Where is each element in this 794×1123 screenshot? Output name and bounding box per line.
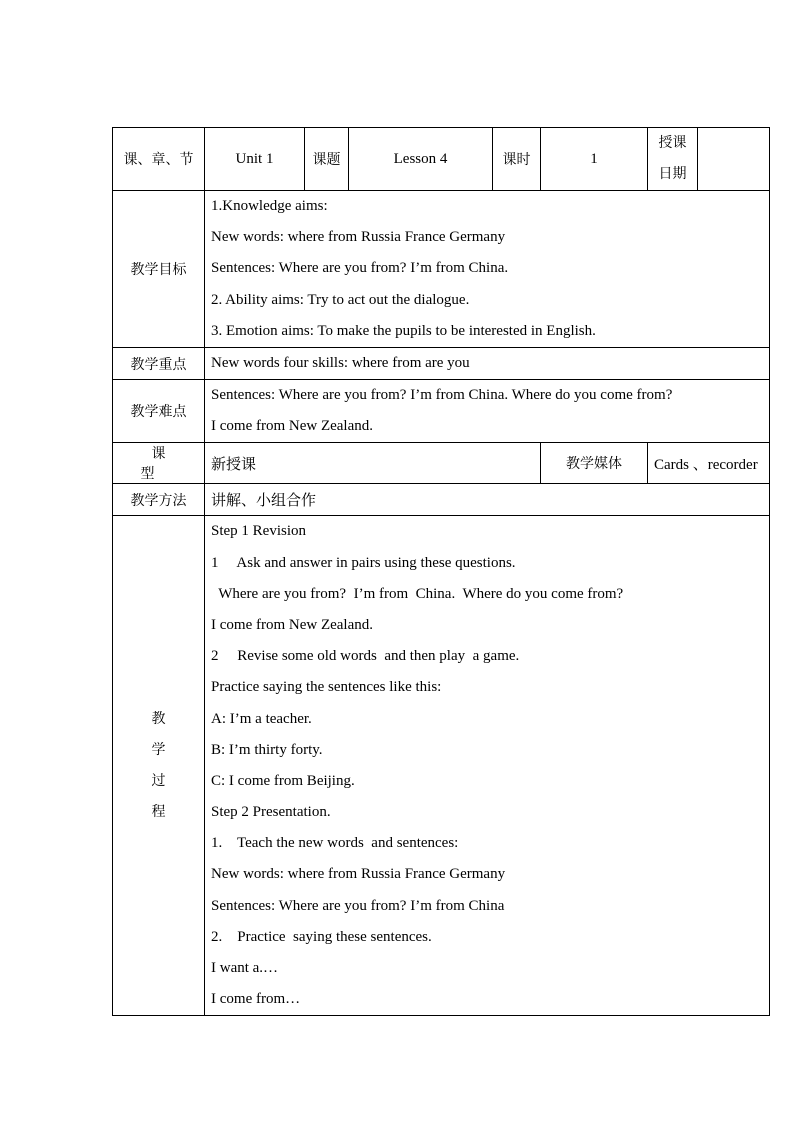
topic-value: Lesson 4	[349, 128, 493, 191]
objectives-line: 3. Emotion aims: To make the pupils to be interested in English.	[211, 322, 596, 339]
process-line: C: I come from Beijing.	[211, 772, 355, 789]
process-label-char: 过	[151, 772, 166, 789]
key-points-row	[113, 348, 770, 380]
header-row	[113, 128, 770, 191]
methods-row	[113, 484, 770, 516]
process-line: 1 Ask and answer in pairs using these questions.	[211, 554, 516, 571]
objectives-line: 2. Ability aims: Try to act out the dialogue.	[211, 291, 470, 308]
date-label-line-1: 授课	[658, 135, 687, 151]
methods-value: 讲解、小组合作	[205, 484, 770, 516]
process-line: I want a.…	[211, 960, 279, 976]
process-label	[113, 516, 205, 1016]
process-line: 2. Practice saying these sentences.	[211, 928, 432, 945]
objectives-row	[113, 191, 770, 348]
process-line: I come from…	[211, 991, 301, 1008]
process-line: Sentences: Where are you from? I’m from China	[211, 897, 505, 914]
lesson-type-row	[113, 443, 770, 484]
process-line: 1. Teach the new words and sentences:	[211, 835, 459, 852]
date-label	[648, 128, 698, 191]
process-label-char: 学	[151, 741, 166, 758]
hours-value: 1	[541, 128, 648, 191]
objectives-label: 教学目标	[113, 191, 205, 348]
difficulties-line: Sentences: Where are you from? I’m from China. Where do you come from?	[211, 387, 673, 403]
process-line: Practice saying the sentences like this:	[211, 679, 442, 696]
process-line: I come from New Zealand.	[211, 616, 374, 633]
difficulties-line: I come from New Zealand.	[211, 418, 374, 435]
media-value: Cards 、recorder	[648, 443, 770, 484]
date-label-line-2: 日期	[658, 166, 687, 182]
difficulties-label: 教学难点	[113, 380, 205, 443]
objectives-line: 1.Knowledge aims:	[211, 198, 328, 215]
date-value	[698, 128, 770, 191]
process-line: Step 2 Presentation.	[211, 804, 331, 821]
difficulties-content	[205, 380, 770, 443]
process-row	[113, 516, 770, 1016]
methods-label: 教学方法	[113, 484, 205, 516]
key-points-label: 教学重点	[113, 348, 205, 380]
process-line: Step 1 Revision	[211, 523, 307, 540]
key-points-value: New words four skills: where from are you	[205, 348, 770, 380]
process-line: A: I’m a teacher.	[211, 710, 312, 727]
process-content	[205, 516, 770, 1016]
hours-label: 课时	[493, 128, 541, 191]
objectives-line: Sentences: Where are you from? I’m from China.	[211, 260, 509, 277]
objectives-content	[205, 191, 770, 348]
lesson-plan-table	[112, 127, 770, 1016]
lesson-type-label	[113, 443, 205, 484]
topic-label: 课题	[305, 128, 349, 191]
lesson-type-label-text: 课 型	[140, 446, 188, 483]
media-label: 教学媒体	[541, 443, 648, 484]
section-value: Unit 1	[205, 128, 305, 191]
process-label-char: 程	[151, 803, 166, 820]
section-label: 课、章、节	[113, 128, 205, 191]
process-line: Where are you from? I’m from China. Where do you come from?	[211, 585, 624, 602]
process-label-char: 教	[151, 710, 166, 727]
process-line: 2 Revise some old words and then play a game.	[211, 648, 520, 665]
difficulties-row	[113, 380, 770, 443]
lesson-type-value: 新授课	[205, 443, 541, 484]
process-line: B: I’m thirty forty.	[211, 741, 323, 758]
process-line: New words: where from Russia France Germany	[211, 866, 506, 883]
objectives-line: New words: where from Russia France Germany	[211, 229, 506, 246]
